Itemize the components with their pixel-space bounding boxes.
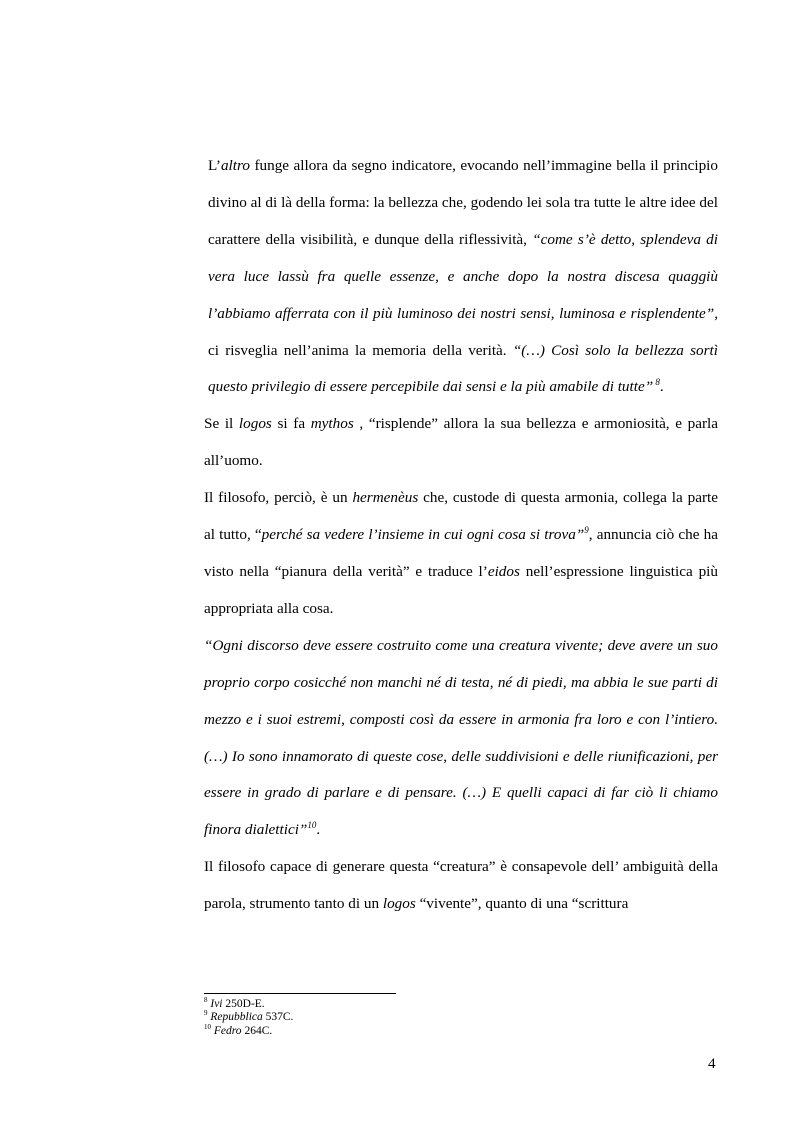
paragraph (204, 849, 718, 923)
italic-span: “(…) Così solo la bellezza sortì questo privilegio di essere percepibile dai sensi e la più amabile di tutte” (208, 341, 718, 396)
text-span: ci risveglia nell’anima la memoria della verità. (208, 341, 513, 359)
text-span: Il filosofo, perciò, è un (204, 489, 353, 507)
text-span: Il filosofo capace di generare questa “creatura” è consapevole dell’ ambiguità della parola, strumento tanto di un (204, 858, 718, 913)
footnotes (204, 998, 604, 1038)
text-span: funge allora da segno indicatore, evocando nell’immagine bella il principio divino al di là della forma: la bellezza che, godendo lei sola tra tutte le altre idee del carattere della visibilità, e dunque della riflessività, (208, 157, 718, 248)
italic-span: hermenèus (352, 489, 419, 507)
footnote-source: Repubblica (210, 1011, 263, 1024)
italic-span: altro (220, 157, 250, 174)
italic-span: logos (382, 895, 416, 913)
text-span: Se il (204, 415, 239, 433)
italic-span: “come s’è detto, splendeva di vera luce lassù fra quelle essenze, e anche dopo la nostra discesa quaggiù l’abbiamo afferrata con il più luminoso dei nostri sensi, luminosa e risplendente”, (208, 230, 718, 322)
footnote-separator (204, 993, 396, 994)
footnote-source: Fedro (213, 1024, 242, 1037)
footnote-number: 8 (204, 996, 208, 1005)
text-span: . (316, 821, 321, 839)
italic-span: “Ogni discorso deve essere costruito come una creatura vivente; deve avere un suo proprio corpo cosicché non manchi né di testa, né di piedi, ma abbia le sue parti di mezzo e i suoi estremi, composti così da essere in armonia fra loro e con l’intiero. (…) Io sono innamorato di queste cose, delle suddivisioni e delle riunificazioni, per essere in grado di parlare e di pensare. (…) E quelli capaci di far ciò li chiamo finora dialettici” (204, 636, 718, 839)
italic-span: perché sa vedere l’insieme in cui ogni cosa si trova” (261, 526, 585, 544)
italic-span: eidos (487, 562, 520, 580)
page-number: 4 (708, 1055, 716, 1072)
footnote-text: 250D-E. (222, 998, 265, 1010)
footnote-number: 10 (204, 1022, 211, 1031)
footnote-ref: 10 (307, 820, 317, 831)
text-span: si fa (271, 415, 311, 433)
italic-span: logos (238, 415, 272, 433)
footnote (204, 1011, 604, 1024)
paragraph (204, 406, 718, 480)
text-span: nell’espressione linguistica più appropriata alla cosa. (204, 562, 718, 617)
footnote-text: 264C. (241, 1024, 273, 1037)
footnote-text: 537C. (262, 1011, 294, 1024)
text-span: . (659, 378, 664, 396)
text-span: “vivente”, quanto di una “scrittura (415, 895, 629, 913)
text-span: , “risplende” allora la sua bellezza e armoniosità, e parla all’uomo. (204, 415, 718, 470)
main-text (204, 148, 718, 923)
text-span: , annuncia ciò che ha visto nella “pianura della verità” e traduce l’ (204, 526, 718, 580)
italic-span: mythos (310, 415, 354, 433)
footnote-source: Ivi (210, 998, 223, 1010)
text-span: L’ (208, 157, 221, 174)
footnote (204, 998, 604, 1011)
paragraph (204, 628, 718, 849)
footnote (204, 1022, 604, 1038)
footnote-number: 9 (204, 1009, 208, 1018)
footnote-ref: 9 (584, 525, 589, 535)
paragraph (204, 480, 718, 628)
paragraph (204, 148, 718, 406)
text-span: che, custode di questa armonia, collega la parte al tutto, “ (204, 489, 718, 544)
footnote-ref: 8 (653, 377, 660, 388)
